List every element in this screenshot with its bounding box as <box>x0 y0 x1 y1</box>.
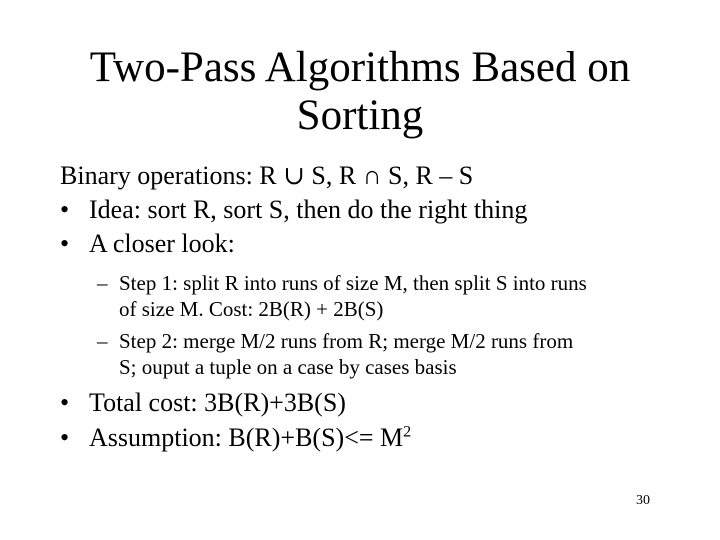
bullet-text: Idea: sort R, sort S, then do the right thing <box>89 195 528 224</box>
slide-title-line-1: Two-Pass Algorithms Based on <box>89 44 631 91</box>
sub-bullet-text <box>119 270 587 322</box>
sub-bullet-line-1: Step 1: split R into runs of size M, then split S into runs <box>119 271 587 295</box>
bullet-text: A closer look: <box>89 229 235 258</box>
bullet-text: Total cost: 3B(R)+3B(S) <box>89 388 346 417</box>
sub-bullet-text <box>119 328 573 380</box>
page-number: 30 <box>636 493 650 508</box>
sub-bullet-line-2: of size M. Cost: 2B(R) + 2B(S) <box>119 297 384 321</box>
intro-text: Binary operations: R ∪ S, R ∩ S, R – S <box>60 161 474 190</box>
bullet-marker: • <box>60 423 70 452</box>
slide-title <box>40 44 680 140</box>
assumption-text: Assumption: B(R)+B(S)<= M <box>89 423 404 452</box>
bullet-marker: • <box>60 195 70 224</box>
sub-bullet-line-2: S; ouput a tuple on a case by cases basis <box>119 355 457 379</box>
slide-title-line-2: Sorting <box>296 92 424 139</box>
dash-marker: – <box>97 271 108 295</box>
bullet-text <box>89 421 411 455</box>
dash-marker: – <box>97 329 108 353</box>
sub-bullet-line-1: Step 2: merge M/2 runs from R; merge M/2 runs from <box>119 329 574 353</box>
bullet-marker: • <box>60 229 70 258</box>
superscript-exponent: 2 <box>403 423 412 441</box>
bullet-marker: • <box>60 388 70 417</box>
